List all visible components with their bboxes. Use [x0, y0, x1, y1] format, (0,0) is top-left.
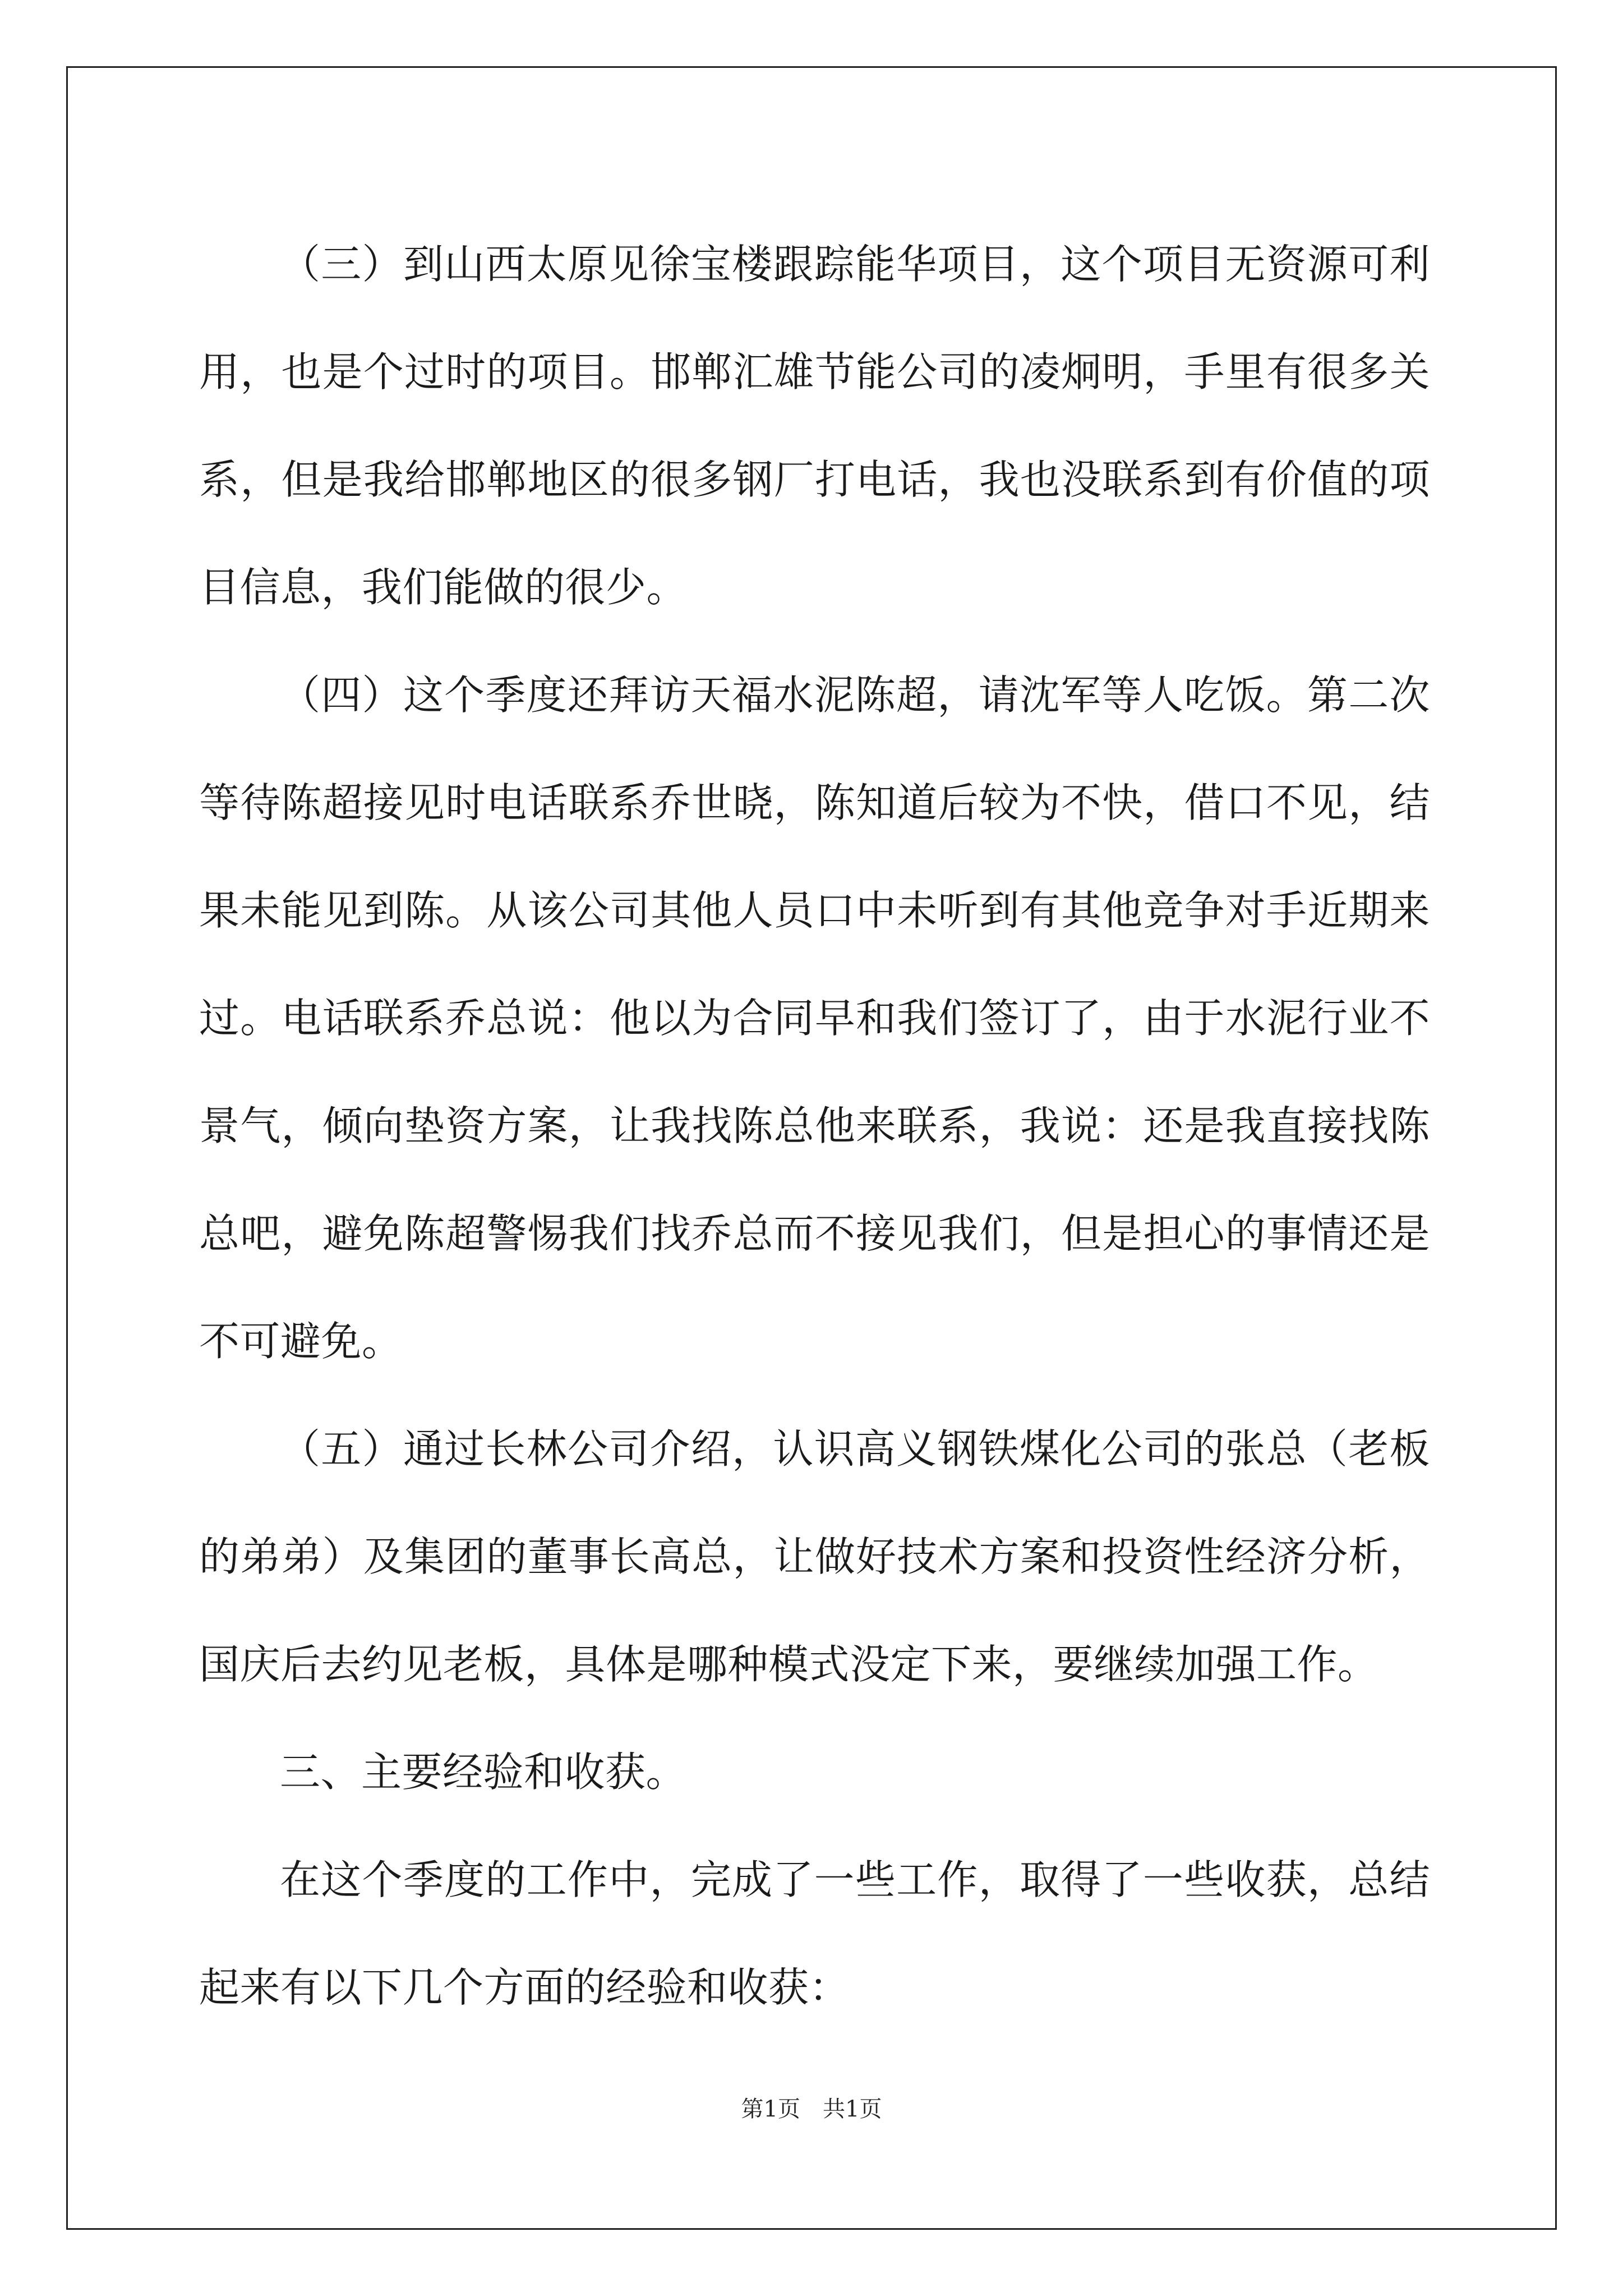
document-body — [199, 210, 1430, 2041]
paragraph-summary: 在这个季度的工作中，完成了一些工作，取得了一些收获，总结起来有以下几个方面的经验和收获： — [199, 1856, 1430, 2011]
section-heading: 三、主要经验和收获。 — [280, 1749, 687, 1796]
paragraph-4: （四）这个季度还拜访天福水泥陈超，请沈军等人吃饭。第二次等待陈超接见时电话联系乔世晓，陈知道后较为不快，借口不见，结果未能见到陈。从该公司其他人员口中未听到有其他竞争对手近期来过。电话联系乔总说：他以为合同早和我们签订了，由于水泥行业不景气，倾向垫资方案，让我找陈总他来联系，我说：还是我直接找陈总吧，避免陈超警惕我们找乔总而不接见我们，但是担心的事情还是不可避免。 — [199, 671, 1430, 1365]
paragraph-3: （三）到山西太原见徐宝楼跟踪能华项目，这个项目无资源可利用，也是个过时的项目。邯郸汇雄节能公司的凌炯明，手里有很多关系，但是我给邯郸地区的很多钢厂打电话，我也没联系到有价值的项目信息，我们能做的很少。 — [199, 241, 1430, 611]
paragraph-5: （五）通过长林公司介绍，认识高义钢铁煤化公司的张总（老板的弟弟）及集团的董事长高总，让做好技术方案和投资性经济分析，国庆后去约见老板，具体是哪种模式没定下来，要继续加强工作。 — [199, 1425, 1430, 1688]
page-number: 第1页 共1页 — [741, 2096, 882, 2122]
